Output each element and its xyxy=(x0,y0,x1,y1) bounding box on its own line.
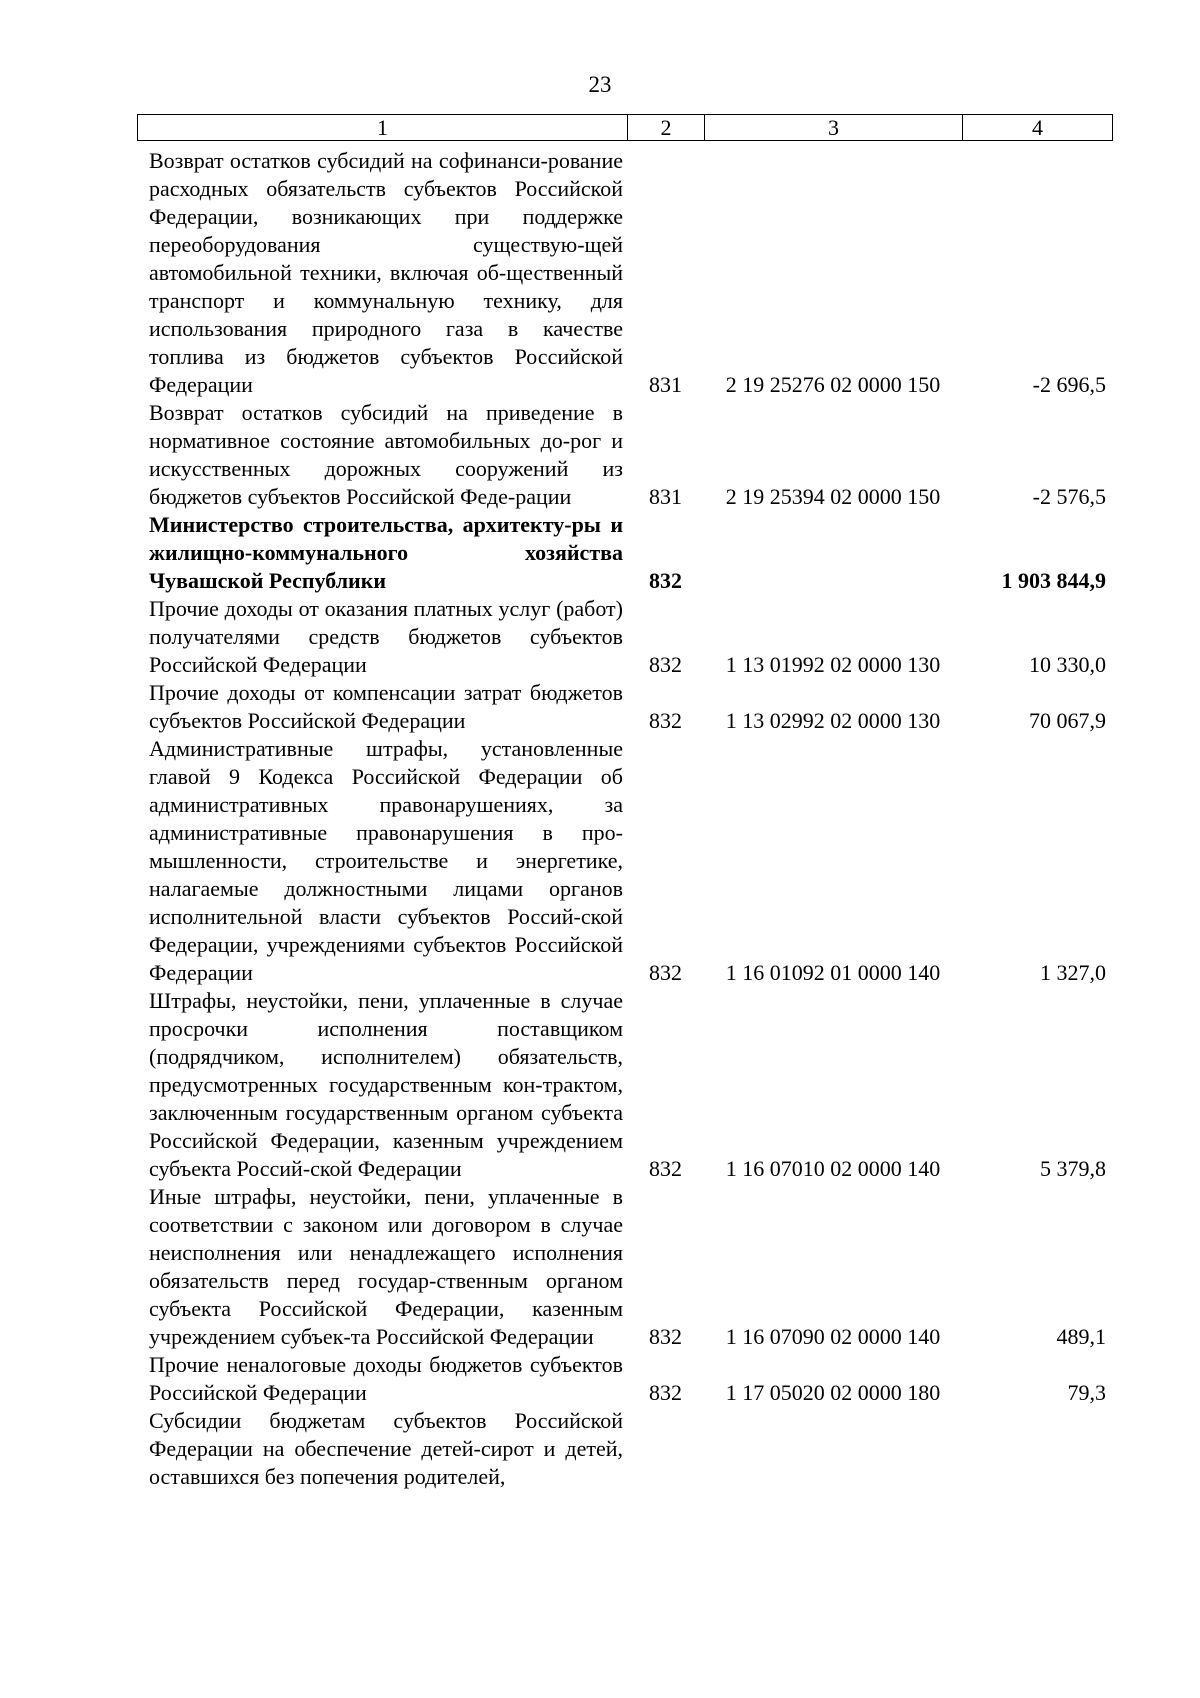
row-amount: 1 903 844,9 xyxy=(1001,568,1106,593)
row-classification-code: 1 13 01992 02 0000 130 xyxy=(725,652,941,677)
table-header xyxy=(137,114,1113,141)
row-amount: 10 330,0 xyxy=(1029,652,1106,677)
row-classification-code: 1 17 05020 02 0000 180 xyxy=(725,1380,941,1405)
row-admin-code: 832 xyxy=(649,568,682,593)
row-name: Прочие доходы от оказания платных услуг (работ) получателями средств бюджетов субъектов Российской Федерации xyxy=(149,596,623,677)
row-amount: 70 067,9 xyxy=(1029,708,1106,733)
row-amount: -2 696,5 xyxy=(1032,372,1106,397)
table-row xyxy=(137,1351,1112,1407)
row-admin-code xyxy=(627,1407,704,1491)
row-amount: 5 379,8 xyxy=(1040,1156,1106,1181)
row-name: Возврат остатков субсидий на софинанси-рование расходных обязательств субъектов Российской Федерации, возникающих при поддержке переоборудования существую-щей автомобильной техники, включая об-щественный транспорт и коммунальную технику, для использования природного газа в качестве топлива из бюджетов субъектов Российской Федерации xyxy=(149,148,623,397)
row-name: Административные штрафы, установленные главой 9 Кодекса Российской Федерации об административных правонарушениях, за административные правонарушения в про-мышленности, строительстве и энергетике, налагаемые должностными лицами органов исполнительной власти субъектов Россий-ской Федерации, учреждениями субъектов Российской Федерации xyxy=(149,736,623,985)
table-row xyxy=(137,679,1112,735)
column-header-3: 3 xyxy=(705,115,963,141)
row-classification-code: 2 19 25276 02 0000 150 xyxy=(725,372,941,397)
table-row xyxy=(137,511,1112,595)
row-name: Прочие неналоговые доходы бюджетов субъектов Российской Федерации xyxy=(149,1352,623,1405)
table-row xyxy=(137,1183,1112,1351)
column-header-1: 1 xyxy=(138,115,628,141)
row-admin-code: 832 xyxy=(649,652,682,677)
table-row xyxy=(137,987,1112,1183)
row-classification-code: 1 16 01092 01 0000 140 xyxy=(725,960,941,985)
row-classification-code: 1 13 02992 02 0000 130 xyxy=(725,708,941,733)
table-row xyxy=(137,735,1112,987)
row-name: Штрафы, неустойки, пени, уплаченные в случае просрочки исполнения поставщиком (подрядчиком, исполнителем) обязательств, предусмотренных государственным кон-трактом, заключенным государственным органом субъекта Российской Федерации, казенным учреждением субъекта Россий-ской Федерации xyxy=(149,988,623,1181)
row-classification-code xyxy=(704,1407,962,1491)
row-admin-code: 832 xyxy=(649,1324,682,1349)
column-header-2: 2 xyxy=(628,115,705,141)
table-row xyxy=(137,1407,1112,1491)
table-row xyxy=(137,595,1112,679)
row-name: Прочие доходы от компенсации затрат бюджетов субъектов Российской Федерации xyxy=(149,680,623,733)
table-row xyxy=(137,399,1112,511)
row-admin-code: 832 xyxy=(649,708,682,733)
revenue-table xyxy=(137,147,1112,1491)
page-number: 23 xyxy=(588,72,612,97)
row-name: Возврат остатков субсидий на приведение в нормативное состояние автомобильных до-рог и искусственных дорожных сооружений из бюджетов субъектов Российской Феде-рации xyxy=(149,400,623,509)
row-amount: 1 327,0 xyxy=(1040,960,1106,985)
row-admin-code: 831 xyxy=(649,372,682,397)
row-amount: 79,3 xyxy=(1067,1380,1106,1405)
row-admin-code: 832 xyxy=(649,960,682,985)
row-admin-code: 831 xyxy=(649,484,682,509)
row-classification-code: 1 16 07010 02 0000 140 xyxy=(725,1156,941,1181)
row-amount: 489,1 xyxy=(1056,1324,1106,1349)
row-amount xyxy=(962,1407,1112,1491)
row-name: Иные штрафы, неустойки, пени, уплаченные в соответствии с законом или договором в случае неисполнения или ненадлежащего исполнения обязательств перед государ-ственным органом субъекта Российской Федерации, казенным учреждением субъек-та Российской Федерации xyxy=(149,1184,623,1349)
row-classification-code xyxy=(704,511,962,595)
row-name: Министерство строительства, архитекту-ры и жилищно-коммунального хозяйства Чувашской Республики xyxy=(149,512,623,593)
row-classification-code: 2 19 25394 02 0000 150 xyxy=(725,484,941,509)
row-admin-code: 832 xyxy=(649,1380,682,1405)
row-classification-code: 1 16 07090 02 0000 140 xyxy=(725,1324,941,1349)
row-amount: -2 576,5 xyxy=(1032,484,1106,509)
row-name: Субсидии бюджетам субъектов Российской Федерации на обеспечение детей-сирот и детей, оставшихся без попечения родителей, xyxy=(149,1408,623,1489)
column-header-4: 4 xyxy=(963,115,1113,141)
table-row xyxy=(137,147,1112,399)
row-admin-code: 832 xyxy=(649,1156,682,1181)
